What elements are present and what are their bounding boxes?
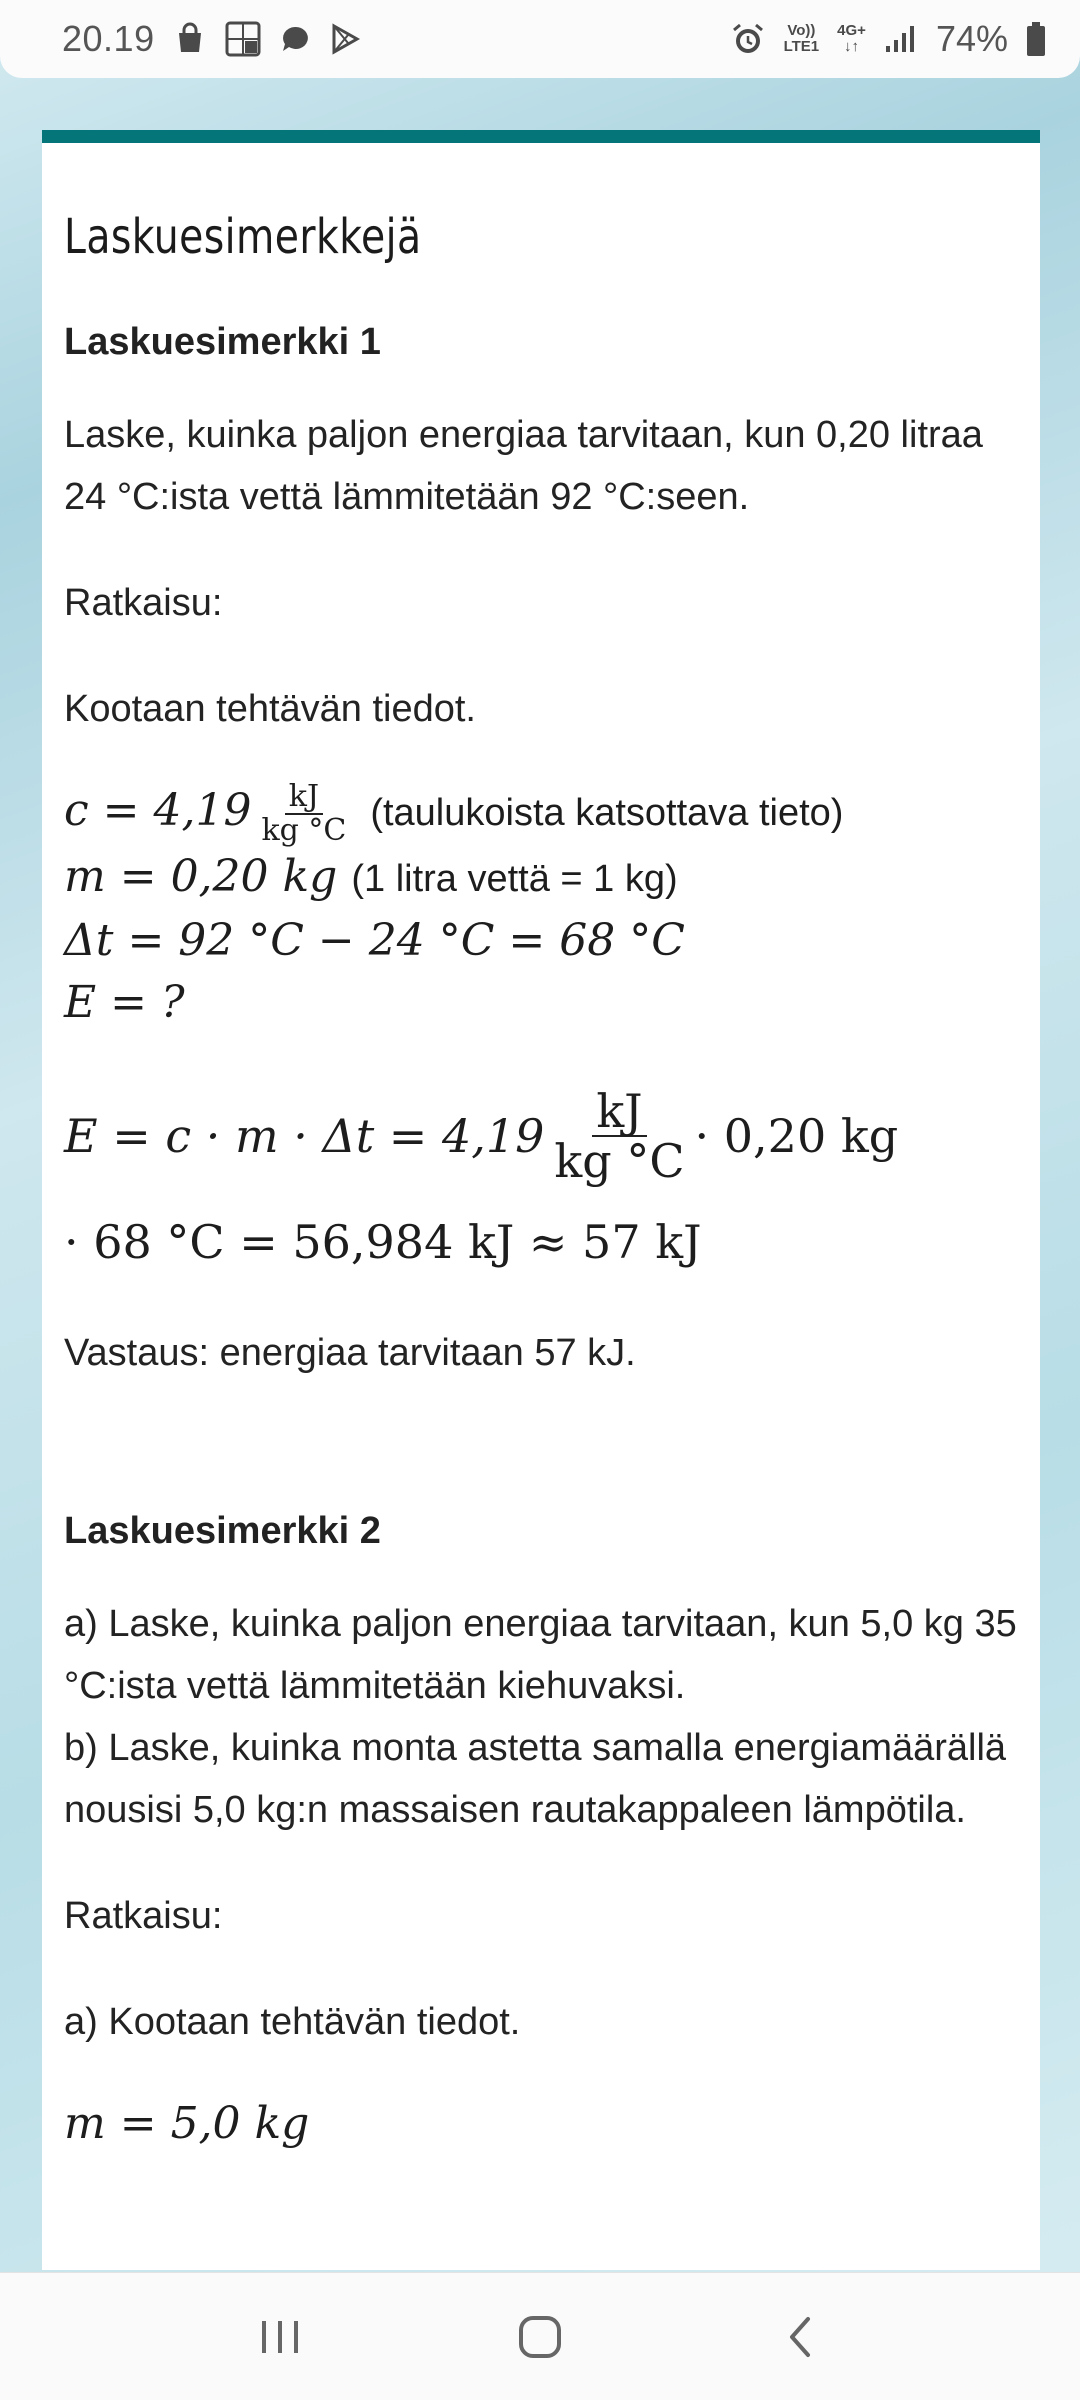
example1-solution-label: Ratkaisu: <box>64 582 223 624</box>
example2-question-b: b) Laske, kuinka monta astetta samalla energiamäärällä nousisi 5,0 kg:n massaisen rautakappaleen lämpötila. <box>64 1727 1007 1831</box>
example1-question: Laske, kuinka paljon energiaa tarvitaan, kun 0,20 litraa 24 °C:ista vettä lämmitetään 92 °C:seen. <box>64 414 983 518</box>
play-store-icon <box>329 23 361 55</box>
status-bar <box>0 0 1080 78</box>
section-title: Laskuesimerkkejä <box>64 209 422 265</box>
example1-gather-text: Kootaan tehtävän tiedot. <box>64 688 476 730</box>
example2-question-a: a) Laske, kuinka paljon energiaa tarvitaan, kun 5,0 kg 35 °C:ista vettä lämmitetään kiehuvaksi. <box>64 1603 1017 1707</box>
c-unit-fraction <box>257 781 350 846</box>
specific-heat-line <box>64 780 1018 846</box>
sudoku-icon <box>225 21 261 57</box>
article-content <box>42 143 1040 2155</box>
eq-lhs: E = c · m · Δt = 4,19 <box>64 1109 545 1163</box>
c-value: c = 4,19 <box>64 785 252 836</box>
c-note: (taulukoista katsottava tieto) <box>370 792 844 834</box>
eq-unit-num: kJ <box>592 1087 646 1137</box>
alarm-icon <box>730 21 766 57</box>
c-unit-num: kJ <box>285 781 323 815</box>
spacer <box>64 1384 1018 1454</box>
m-value: m = 0,20 kg <box>64 851 338 902</box>
eq-unit-den: kg °C <box>554 1134 685 1188</box>
network-type <box>837 23 866 55</box>
eq-rhs: · 0,20 kg <box>694 1109 899 1163</box>
example2-m-value: m = 5,0 kg <box>64 2098 310 2149</box>
chat-bubble-icon <box>279 23 311 55</box>
energy-equation-line2: · 68 °C = 56,984 kJ ≈ 57 kJ <box>64 1215 702 1269</box>
bag-icon <box>173 22 207 56</box>
status-left <box>62 18 361 60</box>
navigation-bar <box>0 2272 1080 2400</box>
battery-percent: 74% <box>935 18 1008 59</box>
delta-t-line <box>64 910 1018 972</box>
recent-apps-icon[interactable] <box>240 2297 320 2377</box>
eq-unit-fraction <box>550 1083 688 1188</box>
energy-equation-line1 <box>64 1076 1018 1196</box>
mass-line <box>64 846 1018 910</box>
lte-label: LTE1 <box>783 38 820 55</box>
example1-answer: Vastaus: energiaa tarvitaan 57 kJ. <box>64 1332 636 1374</box>
energy-unknown-line <box>64 972 1018 1034</box>
data-arrows-icon: ↓↑ <box>844 38 860 55</box>
example1-given-values <box>64 780 1018 1034</box>
example2-solution-label: Ratkaisu: <box>64 1895 223 1937</box>
c-unit-den: kg °C <box>261 812 347 848</box>
status-time: 20.19 <box>62 18 155 59</box>
volte-label: Vo)) <box>787 22 816 39</box>
content-card <box>42 130 1040 2270</box>
example2-title: Laskuesimerkki 2 <box>64 1510 381 1552</box>
example2-mass-line <box>64 2093 1018 2155</box>
network-type-label: 4G+ <box>837 22 866 39</box>
example2-gather-text: a) Kootaan tehtävän tiedot. <box>64 2001 521 2043</box>
signal-icon <box>884 24 918 54</box>
example1-title: Laskuesimerkki 1 <box>64 321 381 363</box>
volte-indicator <box>784 23 820 55</box>
e-unknown: E = ? <box>64 977 185 1028</box>
back-icon[interactable] <box>760 2297 840 2377</box>
home-icon[interactable] <box>500 2297 580 2377</box>
m-note: (1 litra vettä = 1 kg) <box>351 858 678 900</box>
battery-icon <box>1026 21 1046 57</box>
dt-value: Δt = 92 °C − 24 °C = 68 °C <box>64 915 685 966</box>
status-right <box>730 18 1046 60</box>
